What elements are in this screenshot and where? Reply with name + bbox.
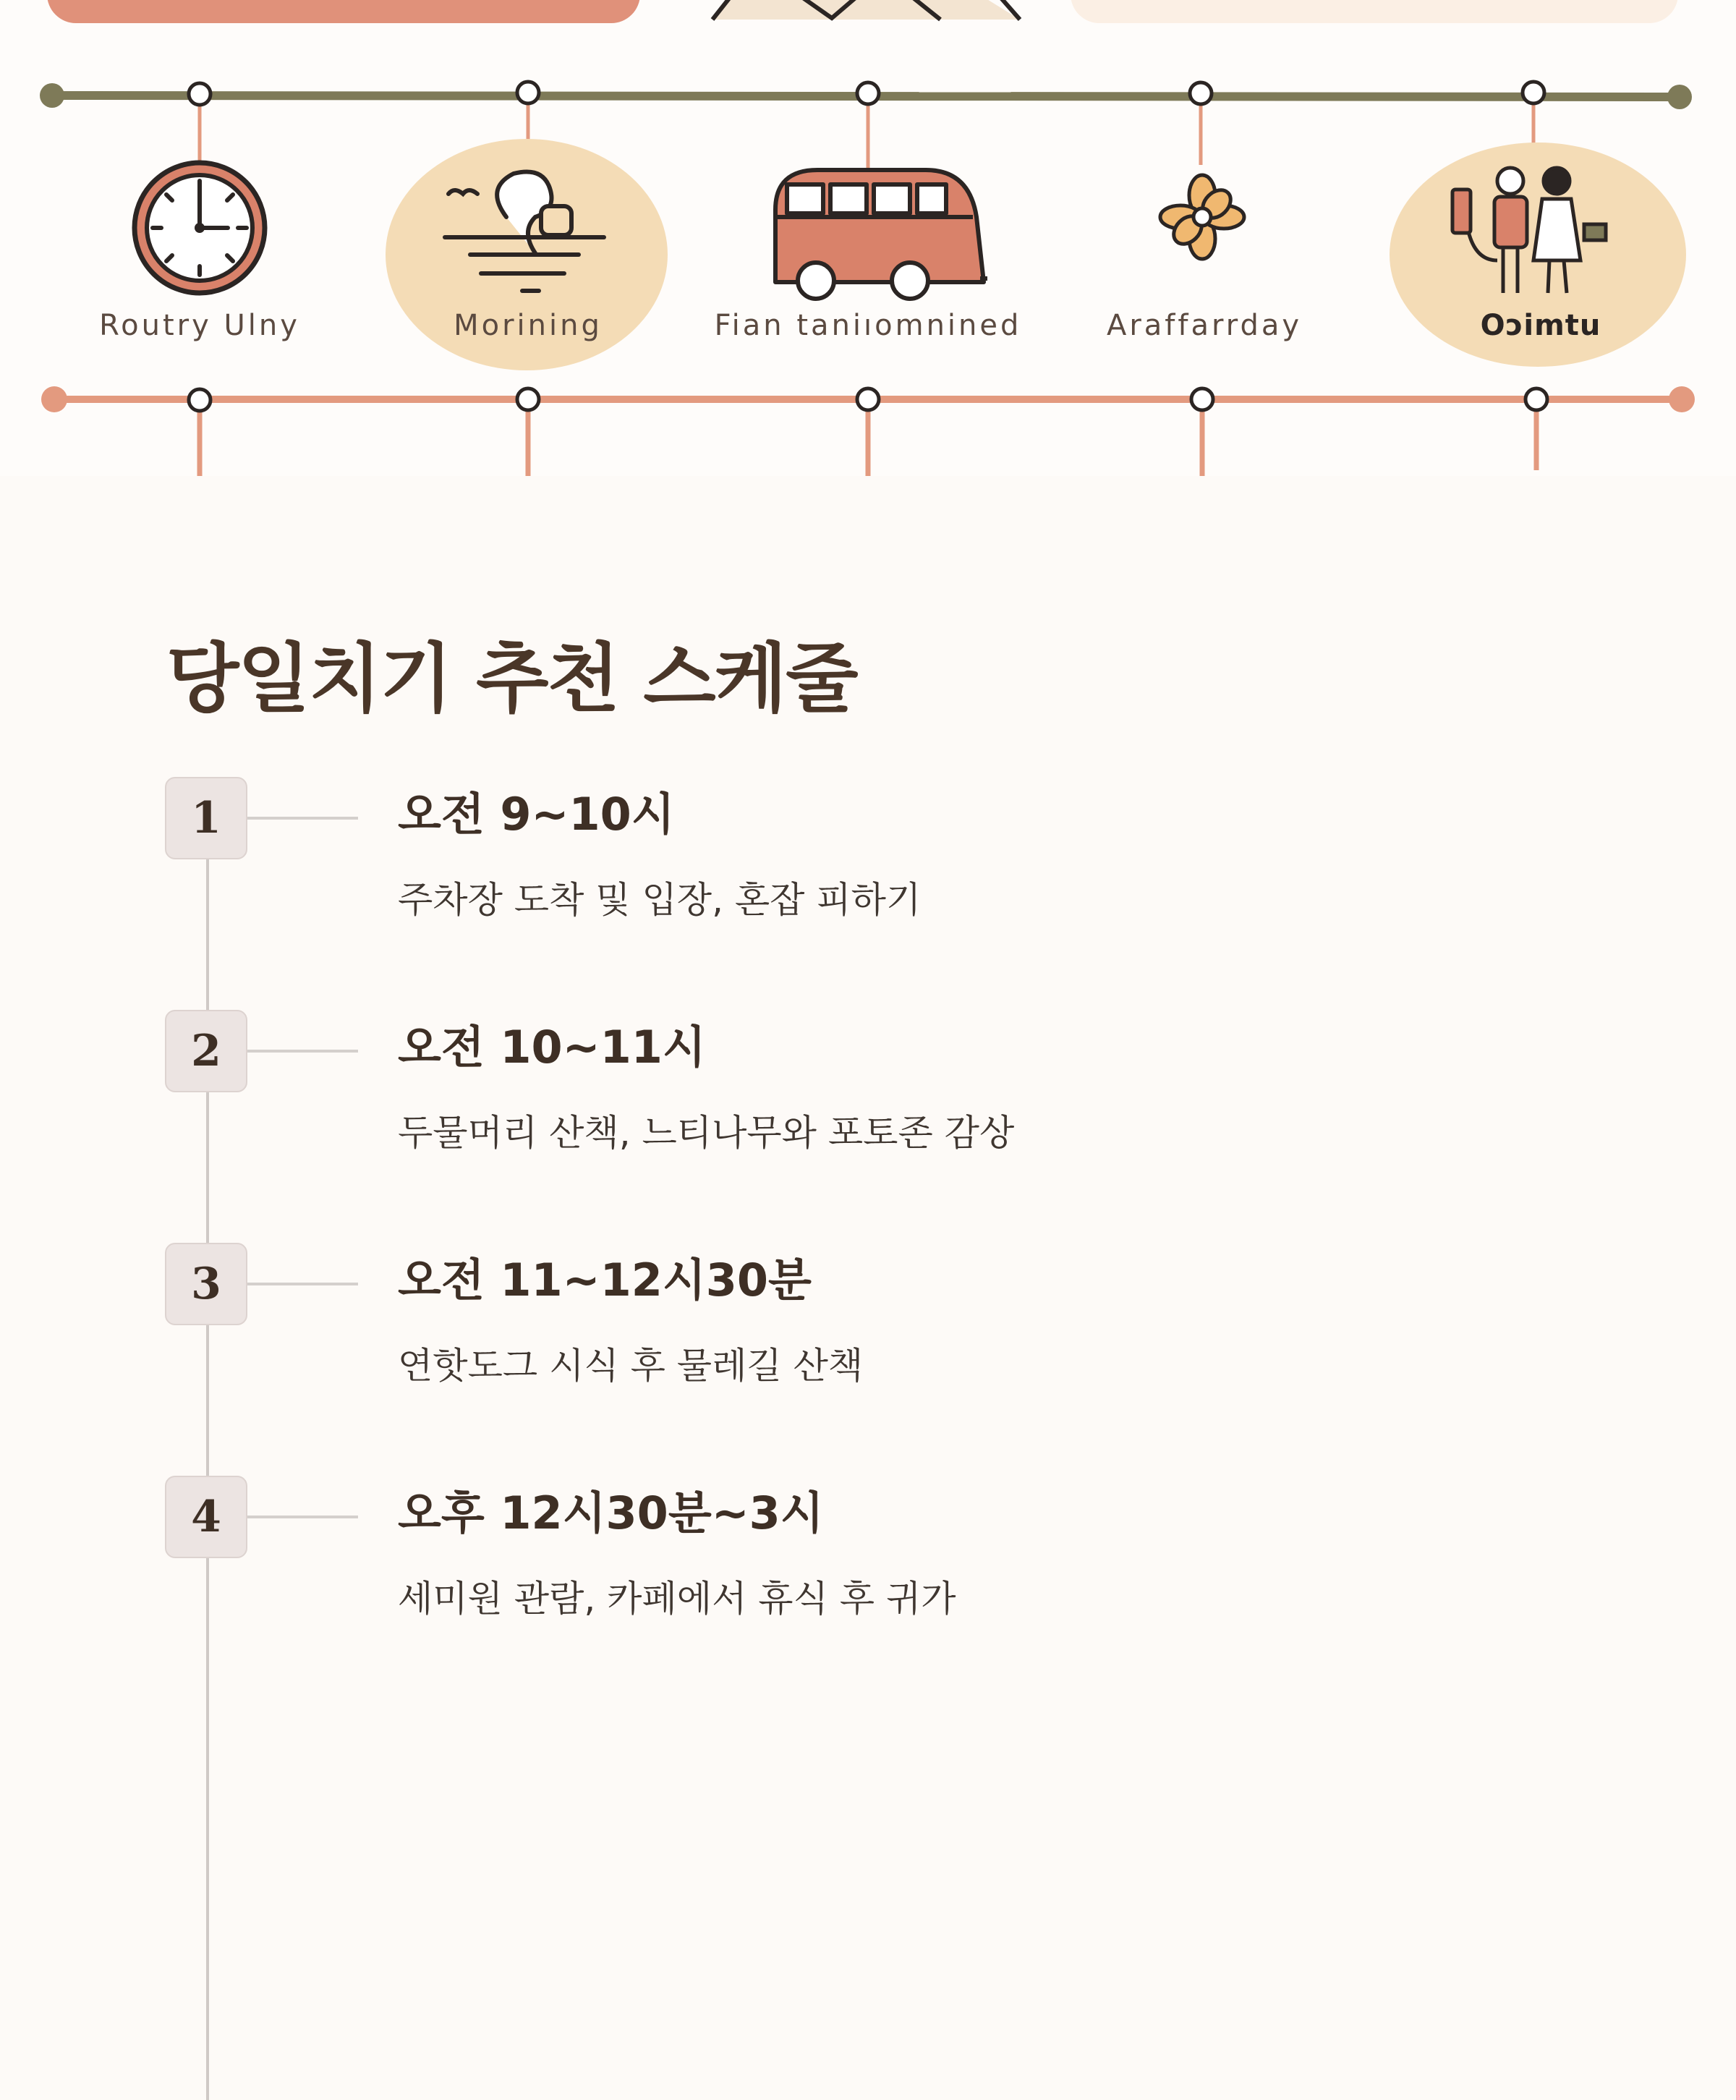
hero-label-3: Fian taniıomnined — [714, 309, 1022, 342]
schedule-step-4 — [0, 1476, 1736, 1620]
step-connector — [247, 817, 358, 820]
step-number-badge: 2 — [165, 1010, 247, 1092]
hero-label-1: Routry Ulny — [99, 309, 300, 342]
hero-label-5: Oɔimtu — [1480, 309, 1601, 342]
flower-icon — [1160, 175, 1244, 259]
step-time: 오전 11~12시30분 — [398, 1254, 812, 1306]
cream-banner-shape — [1071, 0, 1678, 23]
hero-label-4: Araffarrday — [1106, 309, 1303, 342]
schedule-step-1 — [0, 777, 1736, 922]
step-time: 오후 12시30분~3시 — [398, 1487, 824, 1539]
step-description: 세미원 관람, 카페에서 휴식 후 귀가 — [398, 1578, 956, 1620]
mountain-icon — [712, 0, 1020, 20]
step-number-badge: 3 — [165, 1243, 247, 1325]
step-description: 두물머리 산책, 느티나무와 포토존 감상 — [398, 1112, 1015, 1154]
clock-icon — [135, 163, 265, 293]
step-time: 오전 10~11시 — [398, 1021, 706, 1074]
step-number-badge: 4 — [165, 1476, 247, 1558]
step-time: 오전 9~10시 — [398, 788, 675, 841]
step-connector — [247, 1283, 358, 1285]
step-description: 주차장 도착 및 입장, 혼잡 피하기 — [398, 879, 922, 921]
schedule-section — [0, 476, 1736, 1793]
schedule-timeline-line — [206, 802, 209, 2100]
coral-banner-shape — [47, 0, 640, 23]
step-description: 연핫도그 시식 후 물레길 산책 — [398, 1345, 864, 1387]
bottom-timeline — [41, 386, 1695, 476]
schedule-step-2 — [0, 1010, 1736, 1155]
top-timeline — [40, 82, 1692, 168]
hero-label-2: Morining — [454, 309, 603, 342]
step-connector — [247, 1050, 358, 1053]
timeline-illustration — [0, 0, 1736, 476]
bus-icon — [775, 170, 987, 299]
step-number-badge: 1 — [165, 777, 247, 859]
schedule-step-3 — [0, 1243, 1736, 1387]
step-connector — [247, 1516, 358, 1518]
infographic-banner — [0, 0, 1736, 476]
schedule-title: 당일치기 추천 스케줄 — [166, 634, 857, 723]
